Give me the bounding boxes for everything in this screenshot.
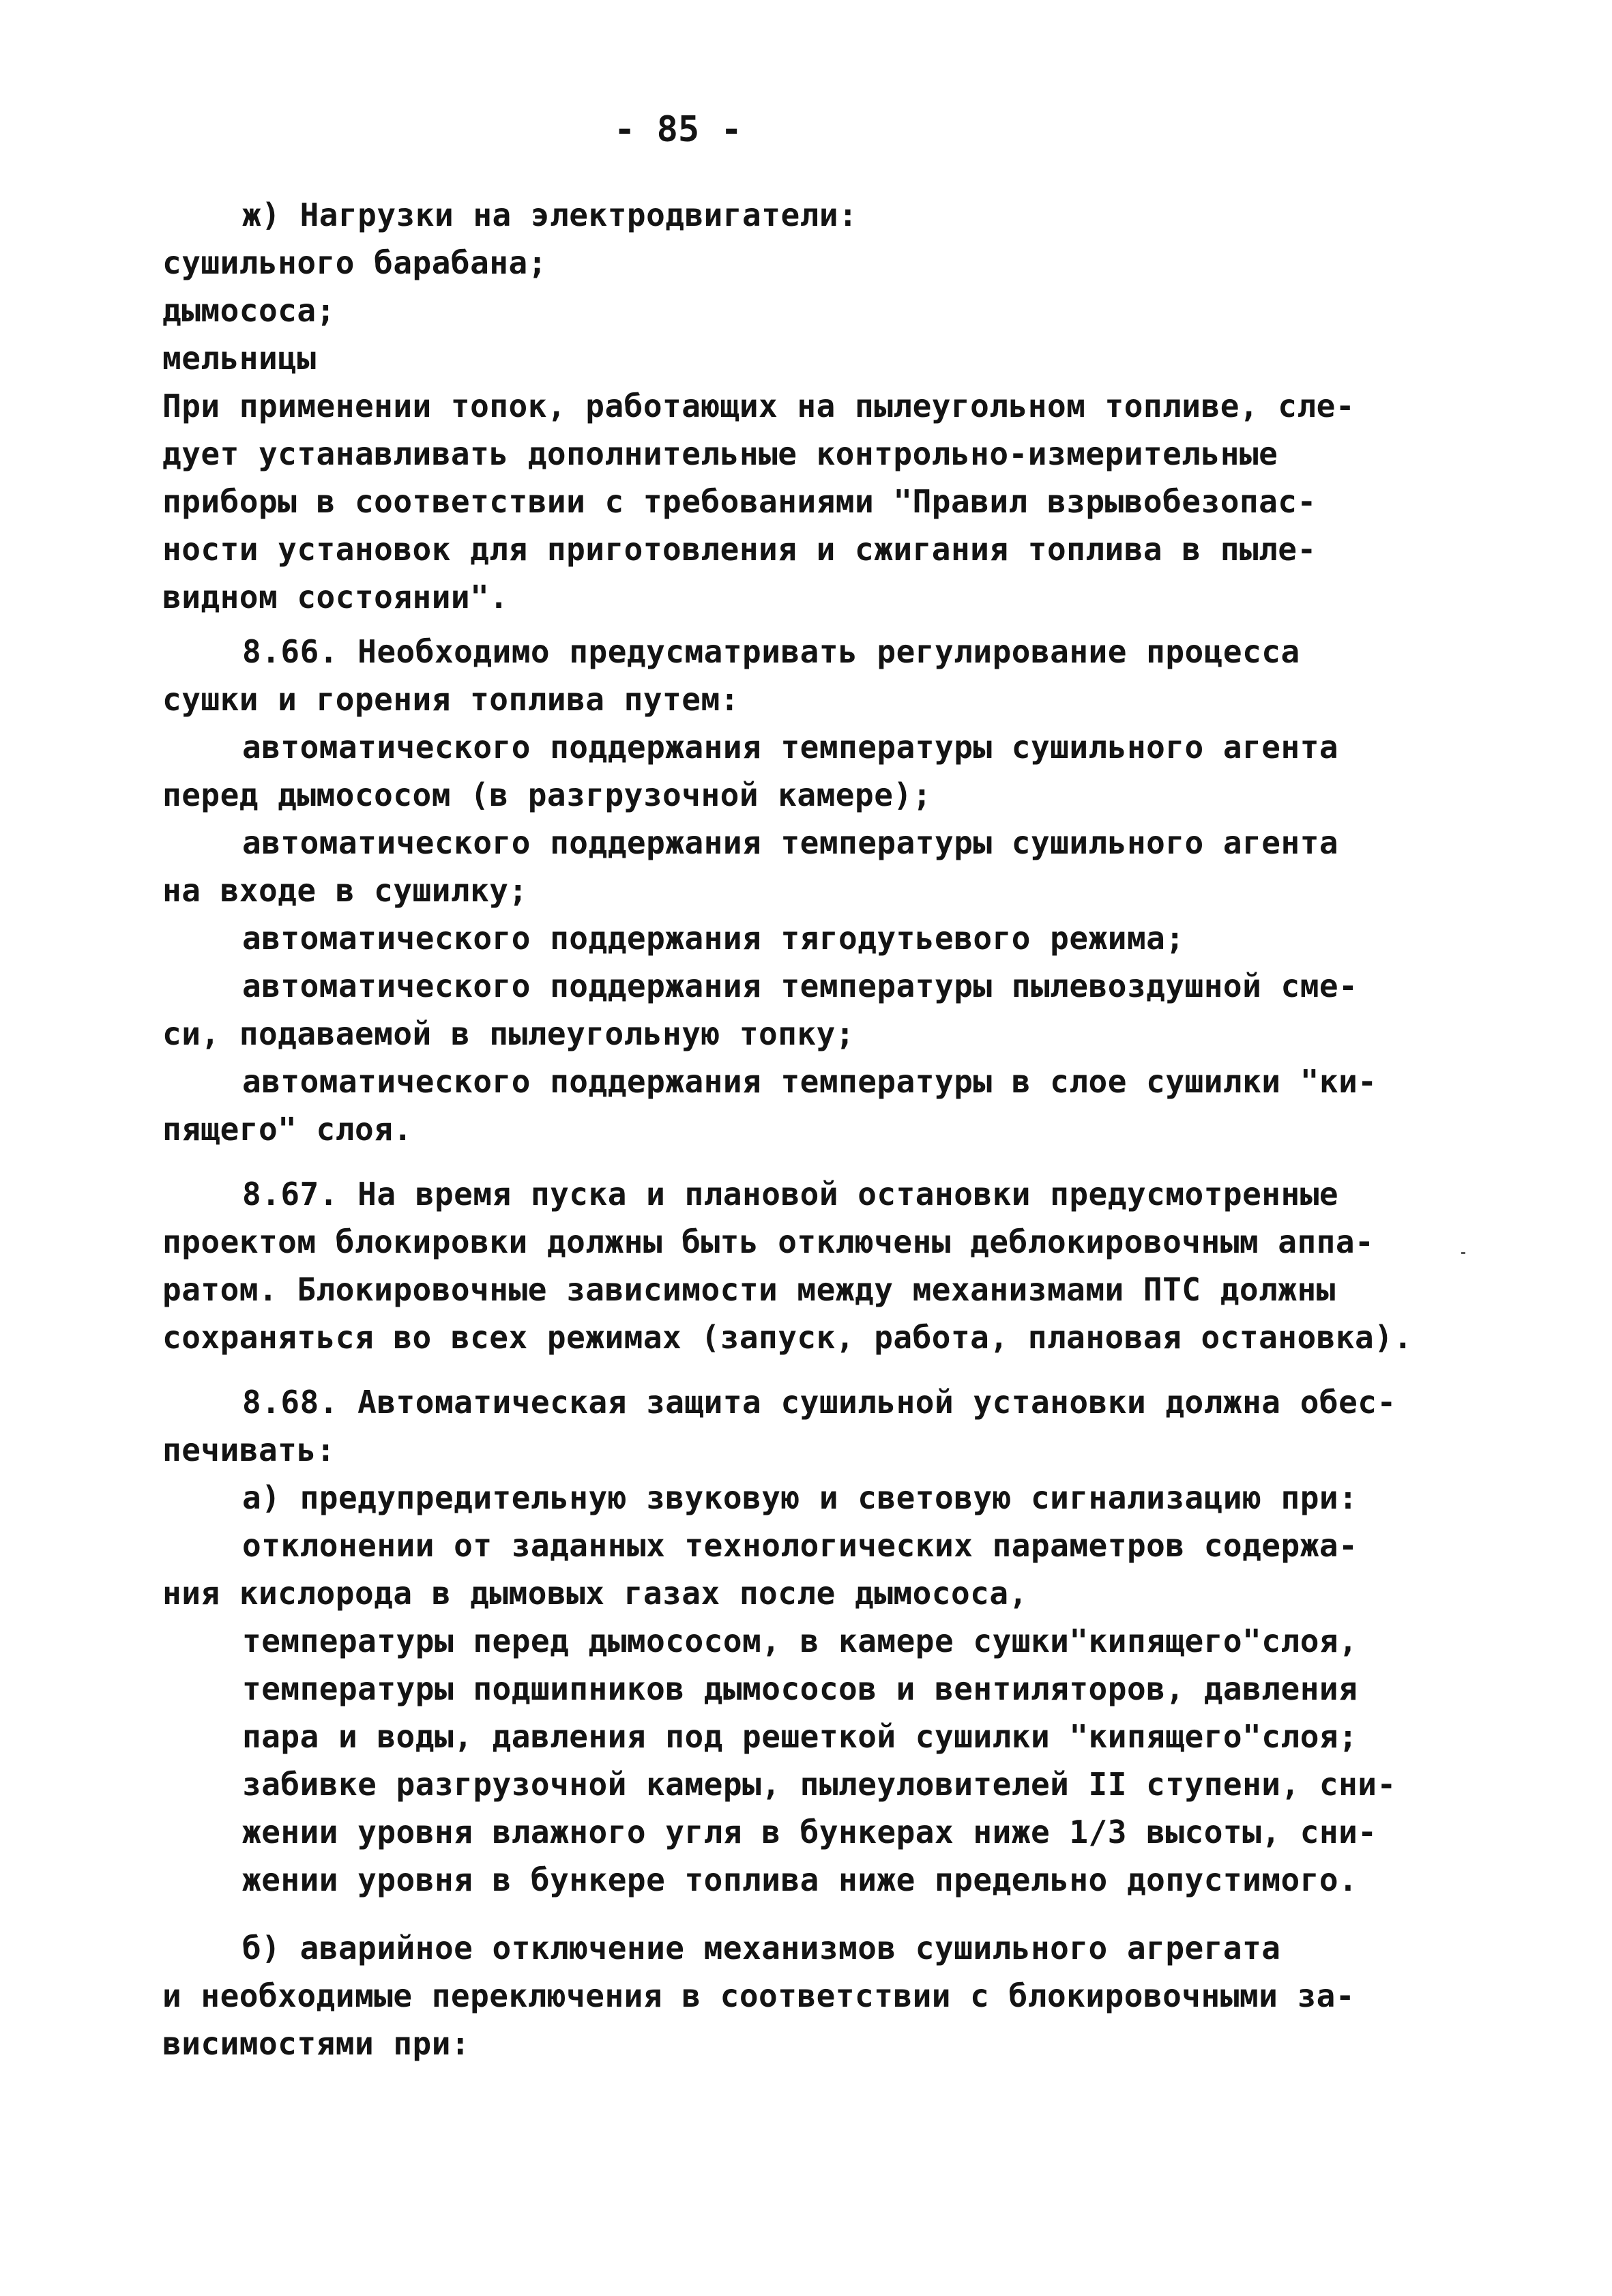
text-line: отклонении от заданных технологических параметров содержа-	[242, 1527, 1358, 1564]
page-number: - 85 -	[614, 109, 742, 150]
text-line: температуры подшипников дымососов и вентиляторов, давления	[242, 1670, 1358, 1707]
text-line: сушильного барабана;	[162, 244, 547, 281]
paragraph-start-8-68: 8.68. Автоматическая защита сушильной установки должна обес-	[242, 1384, 1396, 1421]
text-line: жении уровня в бункере топлива ниже предельно допустимого.	[242, 1861, 1358, 1898]
paragraph-start-8-66: 8.66. Необходимо предусматривать регулирование процесса	[242, 633, 1300, 670]
text-line: ности установок для приготовления и сжигания топлива в пыле-	[162, 531, 1317, 568]
text-line: ж) Нагрузки на электродвигатели:	[242, 197, 858, 233]
text-line: а) предупредительную звуковую и световую сигнализацию при:	[242, 1479, 1358, 1516]
text-line: сушки и горения топлива путем:	[162, 681, 739, 718]
scan-speck	[1461, 1252, 1465, 1254]
text-line: печивать:	[162, 1432, 336, 1468]
text-line: проектом блокировки должны быть отключены деблокировочным аппа-	[162, 1223, 1375, 1260]
text-line: дует устанавливать дополнительные контрольно-измерительные	[162, 435, 1278, 472]
text-line: температуры перед дымососом, в камере сушки"кипящего"слоя,	[242, 1623, 1358, 1659]
text-line: на входе в сушилку;	[162, 872, 528, 909]
text-line: пара и воды, давления под решеткой сушилки "кипящего"слоя;	[242, 1718, 1358, 1755]
text-line: автоматического поддержания температуры в слое сушилки "ки-	[242, 1063, 1377, 1100]
text-line: забивке разгрузочной камеры, пылеуловителей II ступени, сни-	[242, 1766, 1396, 1803]
text-line: сохраняться во всех режимах (запуск, работа, плановая остановка).	[162, 1319, 1413, 1356]
paragraph-start-8-67: 8.67. На время пуска и плановой остановки предусмотренные	[242, 1176, 1339, 1212]
text-line: автоматического поддержания температуры сушильного агента	[242, 824, 1339, 861]
text-line: ратом. Блокировочные зависимости между механизмами ПТС должны	[162, 1271, 1336, 1308]
text-line: и необходимые переключения в соответствии с блокировочными за-	[162, 1977, 1355, 2014]
text-line: жении уровня влажного угля в бункерах ниже 1/3 высоты, сни-	[242, 1814, 1377, 1850]
text-line: ния кислорода в дымовых газах после дымососа,	[162, 1575, 1028, 1612]
text-line: приборы в соответствии с требованиями "Правил взрывобезопас-	[162, 483, 1317, 520]
text-line: автоматического поддержания температуры сушильного агента	[242, 729, 1339, 766]
text-line: пящего" слоя.	[162, 1111, 413, 1148]
text-line: перед дымососом (в разгрузочной камере);	[162, 776, 932, 813]
text-line: автоматического поддержания температуры пылевоздушной сме-	[242, 968, 1358, 1004]
text-line: висимостями при:	[162, 2025, 471, 2062]
text-line: При применении топок, работающих на пылеугольном топливе, сле-	[162, 388, 1355, 424]
text-line: мельницы	[162, 340, 317, 377]
text-line: б) аварийное отключение механизмов сушильного агрегата	[242, 1930, 1281, 1966]
text-line: дымососа;	[162, 292, 336, 329]
text-line: си, подаваемой в пылеугольную топку;	[162, 1015, 855, 1052]
text-line: автоматического поддержания тягодутьевого режима;	[242, 920, 1185, 957]
text-line: видном состоянии".	[162, 579, 509, 615]
